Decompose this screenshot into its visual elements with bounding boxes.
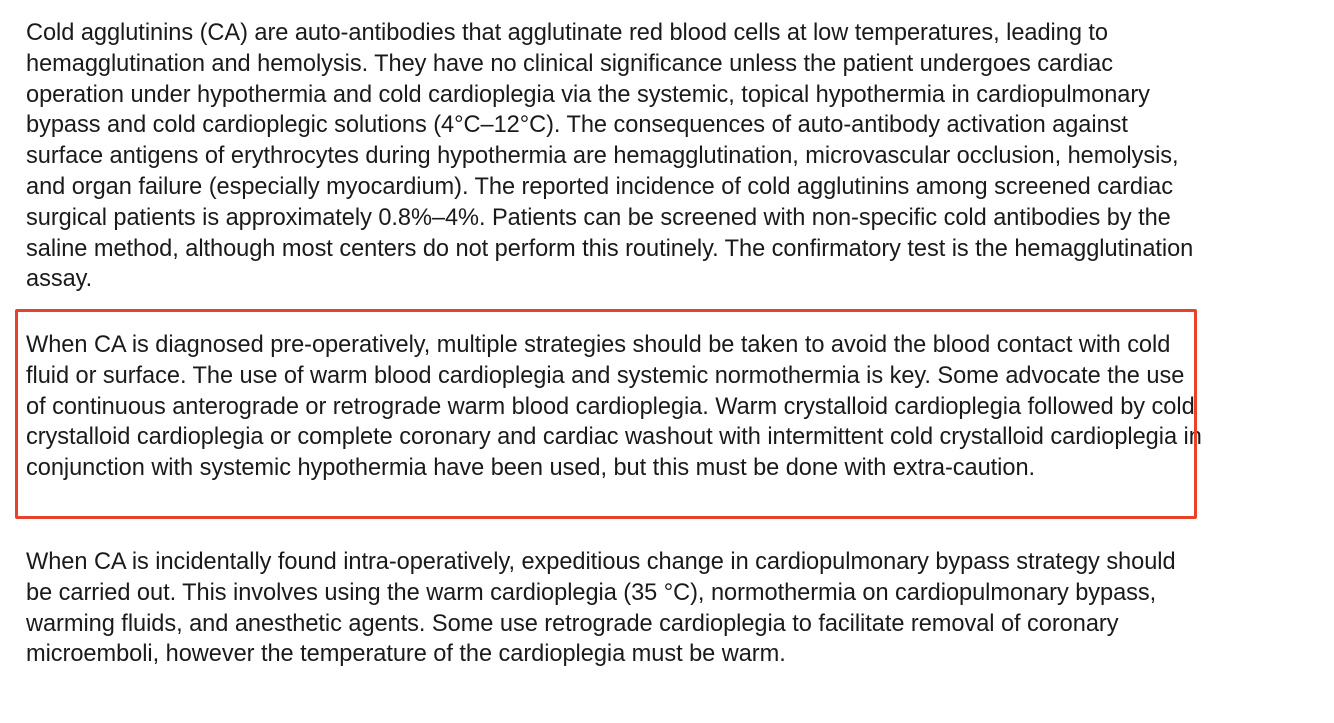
document-body xyxy=(26,18,1206,668)
paragraph-preoperative-strategies: When CA is diagnosed pre-operatively, multiple strategies should be taken to avoid the blood contact with cold fluid or surface. The use of warm blood cardioplegia and systemic normothermia is key. Some advocate the use of continuous anterograde or retrograde warm blood cardioplegia. Warm crystalloid cardioplegia followed by cold crystalloid cardioplegia or complete coronary and cardiac washout with intermittent cold crystalloid cardioplegia in conjunction with systemic hypothermia have been used, but this must be done with extra-caution. xyxy=(26,332,1202,482)
paragraph-cold-agglutinins-intro: Cold agglutinins (CA) are auto-antibodies that agglutinate red blood cells at low temperatures, leading to hemagglutination and hemolysis. They have no clinical significance unless the patient undergoes cardiac operation under hypothermia and cold cardioplegia via the systemic, topical hypothermia in cardiopulmonary bypass and cold cardioplegic solutions (4°C–12°C). The consequences of auto-antibody activation against surface antigens of erythrocytes during hypothermia are hemagglutination, microvascular occlusion, hemolysis, and organ failure (especially myocardium). The reported incidence of cold agglutinins among screened cardiac surgical patients is approximately 0.8%–4%. Patients can be screened with non-specific cold antibodies by the saline method, although most centers do not perform this routinely. The confirmatory test is the hemagglutination assay. xyxy=(26,20,1194,293)
paragraph-intraoperative-strategies: When CA is incidentally found intra-operatively, expeditious change in cardiopulmonary bypass strategy should be carried out. This involves using the warm cardioplegia (35 °C), normothermia on cardiopulmonary bypass, warming fluids, and anesthetic agents. Some use retrograde cardioplegia to facilitate removal of coronary microemboli, however the temperature of the cardioplegia must be warm. xyxy=(26,549,1176,668)
